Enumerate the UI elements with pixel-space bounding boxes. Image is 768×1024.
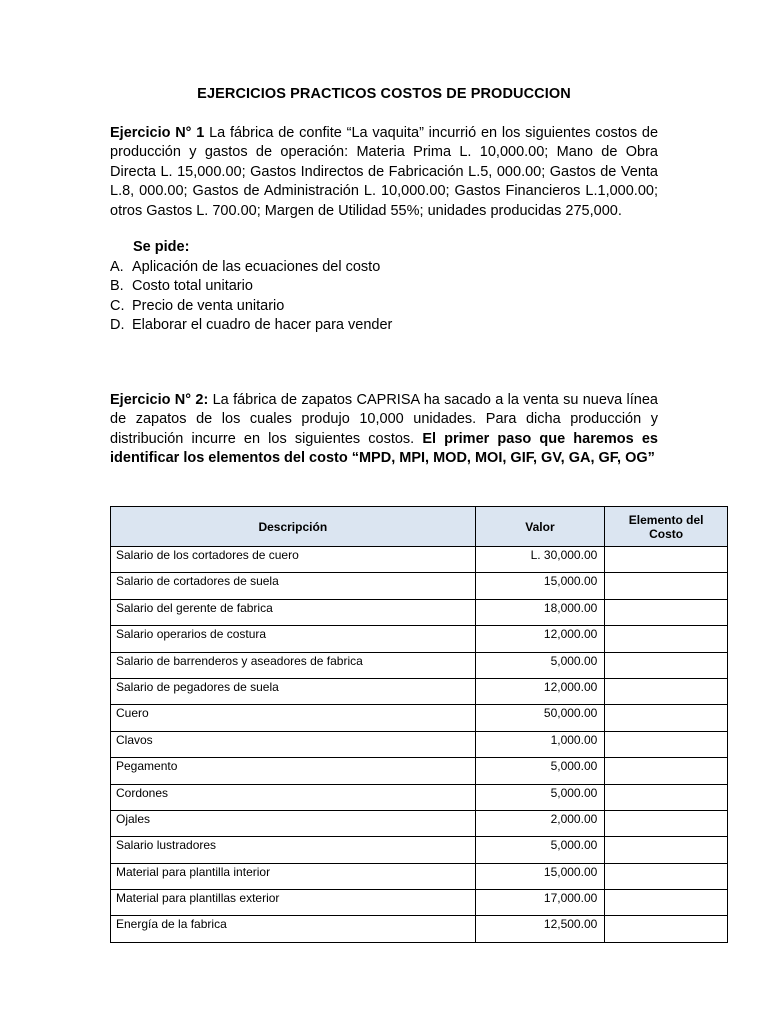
cell-elemento[interactable] <box>605 810 728 836</box>
header-elemento-line2: Costo <box>649 526 684 541</box>
cell-descripcion: Salario del gerente de fabrica <box>111 599 476 625</box>
list-item <box>110 316 392 335</box>
table-row <box>111 652 728 678</box>
ejercicio-2-bold-text: El primer paso que haremos es identificar los elementos del costo “MPD, MPI, MOD, MOI, GIF, GV, GA, GF, OG” <box>110 430 658 467</box>
cell-elemento[interactable] <box>605 890 728 916</box>
cell-descripcion: Salario de barrenderos y aseadores de fabrica <box>111 652 476 678</box>
cell-elemento[interactable] <box>605 652 728 678</box>
list-marker: D. <box>110 317 125 334</box>
table-header-row <box>111 507 728 547</box>
page-title: EJERCICIOS PRACTICOS COSTOS DE PRODUCCION <box>197 86 571 102</box>
cell-descripcion: Cordones <box>111 784 476 810</box>
table-row <box>111 784 728 810</box>
cell-elemento[interactable] <box>605 599 728 625</box>
cell-valor: 5,000.00 <box>475 837 605 863</box>
cell-elemento[interactable] <box>605 784 728 810</box>
cell-elemento[interactable] <box>605 678 728 704</box>
cell-valor: 12,000.00 <box>475 626 605 652</box>
cell-descripcion: Ojales <box>111 810 476 836</box>
se-pide-heading: Se pide: <box>133 239 190 255</box>
cell-valor: L. 30,000.00 <box>475 547 605 573</box>
header-elemento-del-costo <box>605 507 728 547</box>
list-marker: B. <box>110 278 124 295</box>
ejercicio-2-paragraph <box>110 391 658 469</box>
table-row <box>111 916 728 942</box>
list-item <box>110 258 392 277</box>
ejercicio-1-text: La fábrica de confite “La vaquita” incurrió en los siguientes costos de producción y gastos de operación: Materia Prima L. 10,000.00; Mano de Obra Directa L. 15,000.00; Gastos Indirectos de Fabricación L.5, 000.00; Gastos de Venta L.8, 000.00; Gastos de Administración L. 10,000.00; Gastos Financieros L.1,000.00; otros Gastos L. 700.00; Margen de Utilidad 55%; unidades producidas 275,000. <box>110 125 659 219</box>
cell-descripcion: Material para plantillas exterior <box>111 890 476 916</box>
cell-valor: 5,000.00 <box>475 652 605 678</box>
list-marker: C. <box>110 297 125 314</box>
list-item-text: Elaborar el cuadro de hacer para vender <box>132 317 393 334</box>
cell-elemento[interactable] <box>605 916 728 942</box>
ejercicio-2-label: Ejercicio N° 2: <box>110 392 209 408</box>
ejercicio-1-task-list <box>110 258 392 336</box>
table-row <box>111 705 728 731</box>
list-marker: A. <box>110 259 124 275</box>
list-item-text: Precio de venta unitario <box>132 297 285 314</box>
cell-valor: 1,000.00 <box>475 731 605 757</box>
cell-descripcion: Material para plantilla interior <box>111 863 476 889</box>
costs-table <box>110 506 728 943</box>
cell-valor: 15,000.00 <box>475 573 605 599</box>
cell-elemento[interactable] <box>605 863 728 889</box>
list-item-text: Costo total unitario <box>132 278 253 295</box>
cell-valor: 12,000.00 <box>475 678 605 704</box>
cell-descripcion: Pegamento <box>111 758 476 784</box>
header-valor: Valor <box>475 507 605 547</box>
cell-descripcion: Salario de cortadores de suela <box>111 573 476 599</box>
cell-descripcion: Salario lustradores <box>111 837 476 863</box>
table-row <box>111 626 728 652</box>
list-item-text: Aplicación de las ecuaciones del costo <box>132 259 381 275</box>
cell-valor: 50,000.00 <box>475 705 605 731</box>
cell-elemento[interactable] <box>605 731 728 757</box>
table-row <box>111 837 728 863</box>
cell-descripcion: Cuero <box>111 705 476 731</box>
table-row <box>111 758 728 784</box>
ejercicio-1-label: Ejercicio N° 1 <box>110 125 205 141</box>
table-row <box>111 731 728 757</box>
cell-valor: 18,000.00 <box>475 599 605 625</box>
table-row <box>111 810 728 836</box>
table-row <box>111 863 728 889</box>
table-row <box>111 890 728 916</box>
cell-valor: 5,000.00 <box>475 784 605 810</box>
header-elemento-line1: Elemento del <box>628 512 704 527</box>
table-row <box>111 573 728 599</box>
cell-elemento[interactable] <box>605 837 728 863</box>
cell-elemento[interactable] <box>605 705 728 731</box>
cell-valor: 5,000.00 <box>475 758 605 784</box>
cell-descripcion: Energía de la fabrica <box>111 916 476 942</box>
list-item <box>110 297 392 316</box>
table-row <box>111 678 728 704</box>
cell-descripcion: Salario de pegadores de suela <box>111 678 476 704</box>
cell-valor: 15,000.00 <box>475 863 605 889</box>
header-descripcion: Descripción <box>111 507 476 547</box>
cell-descripcion: Salario de los cortadores de cuero <box>111 547 476 573</box>
cell-elemento[interactable] <box>605 758 728 784</box>
table-row <box>111 547 728 573</box>
cell-valor: 2,000.00 <box>475 810 605 836</box>
cell-elemento[interactable] <box>605 573 728 599</box>
cell-descripcion: Salario operarios de costura <box>111 626 476 652</box>
list-item <box>110 277 392 296</box>
cell-elemento[interactable] <box>605 626 728 652</box>
ejercicio-2-text: La fábrica de zapatos CAPRISA ha sacado a la venta su nueva línea de zapatos de los cuales produjo 10,000 unidades. Para dicha producción y distribución incurre en los siguientes costos. <box>110 392 658 447</box>
cell-descripcion: Clavos <box>111 731 476 757</box>
table-row <box>111 599 728 625</box>
cell-valor: 12,500.00 <box>475 916 605 942</box>
ejercicio-1-paragraph <box>110 124 658 221</box>
cell-elemento[interactable] <box>605 547 728 573</box>
cell-valor: 17,000.00 <box>475 890 605 916</box>
